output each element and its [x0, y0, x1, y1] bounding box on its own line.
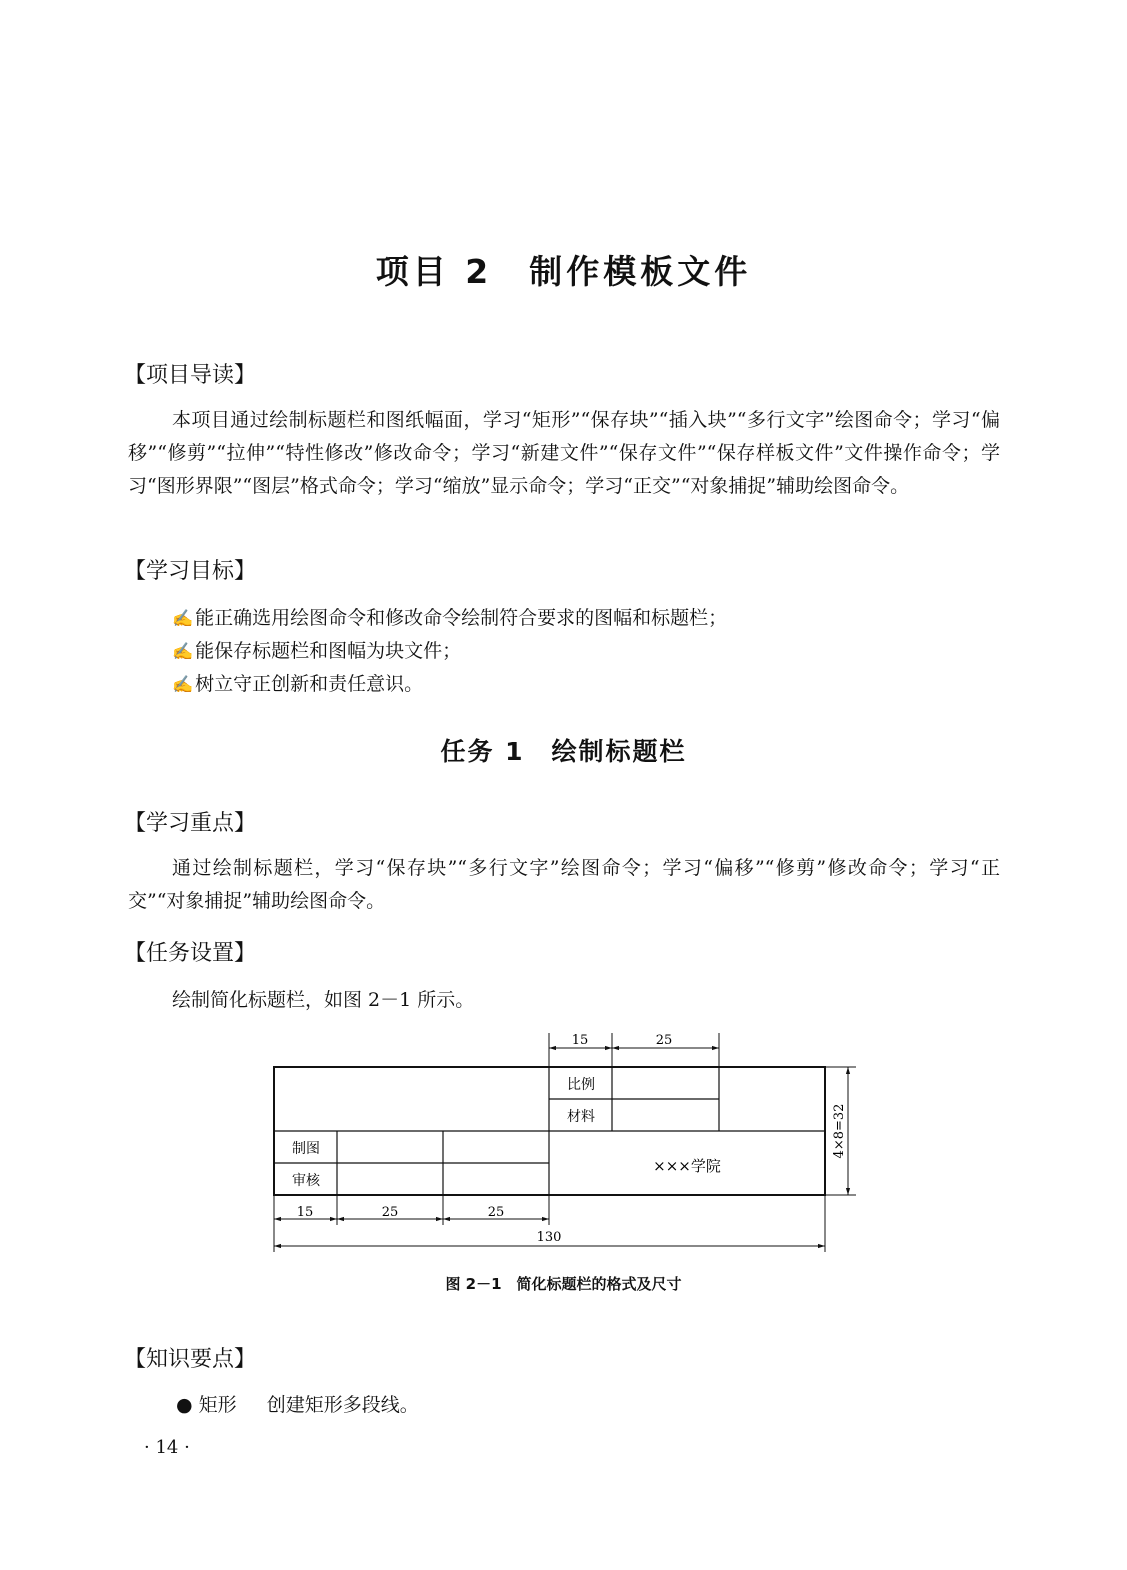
pen-icon: ✍ [172, 675, 194, 695]
dim-top-25: 25 [655, 1033, 673, 1048]
dim-bottom-15: 15 [296, 1205, 314, 1220]
goal-item: ✍ 能正确选用绘图命令和修改命令绘制符合要求的图幅和标题栏； [172, 607, 728, 629]
cell-checked: 审核 [292, 1173, 320, 1189]
dim-overall-130: 130 [536, 1230, 562, 1245]
bullet-icon: ● [176, 1394, 193, 1416]
cell-school: ×××学院 [653, 1157, 721, 1175]
key-points-heading: 【学习重点】 [124, 811, 257, 836]
task-setting-heading: 【任务设置】 [124, 941, 257, 966]
bullet-text: 创建矩形多段线。 [266, 1394, 419, 1416]
pen-icon: ✍ [172, 642, 194, 662]
cell-material: 材料 [567, 1109, 595, 1125]
goal-item: ✍ 树立守正创新和责任意识。 [172, 673, 424, 695]
task-setting-paragraph: 绘制简化标题栏，如图 2－1 所示。 [172, 989, 475, 1011]
intro-paragraph: 本项目通过绘制标题栏和图纸幅面，学习“矩形”“保存块”“插入块”“多行文字”绘图命令；学习“偏移”“修剪”“拉伸”“特性修改”修改命令；学习“新建文件”“保存文件”“保存样板文件”文件操作命令；学习“图形界限”“图层”格式命令；学习“缩放”显示命令；学习“正交”“对象捕捉”辅助绘图命令。 [128, 409, 1000, 497]
dim-bottom-25a: 25 [381, 1205, 399, 1220]
figure-caption: 图 2－1 简化标题栏的格式及尺寸 [445, 1275, 682, 1293]
goal-item: ✍ 能保存标题栏和图幅为块文件； [172, 640, 462, 662]
dim-bottom-25b: 25 [487, 1205, 505, 1220]
dim-top-15: 15 [571, 1033, 589, 1048]
cell-drawn: 制图 [292, 1141, 320, 1157]
knowledge-heading: 【知识要点】 [124, 1347, 257, 1372]
project-title: 项目 2 制作模板文件 [375, 252, 752, 291]
cell-scale: 比例 [567, 1077, 595, 1093]
bullet-term: 矩形 [198, 1394, 237, 1416]
goals-heading: 【学习目标】 [124, 559, 257, 584]
key-points-paragraph: 通过绘制标题栏，学习“保存块”“多行文字”绘图命令；学习“偏移”“修剪”修改命令；学习“正交”“对象捕捉”辅助绘图命令。 [128, 857, 1000, 912]
page-number: · 14 · [144, 1437, 190, 1458]
intro-heading: 【项目导读】 [124, 363, 257, 388]
knowledge-bullet [176, 1390, 419, 1417]
task-title: 任务 1 绘制标题栏 [440, 737, 687, 766]
dim-height: 4×8=32 [832, 1103, 847, 1159]
pen-icon: ✍ [172, 609, 194, 629]
